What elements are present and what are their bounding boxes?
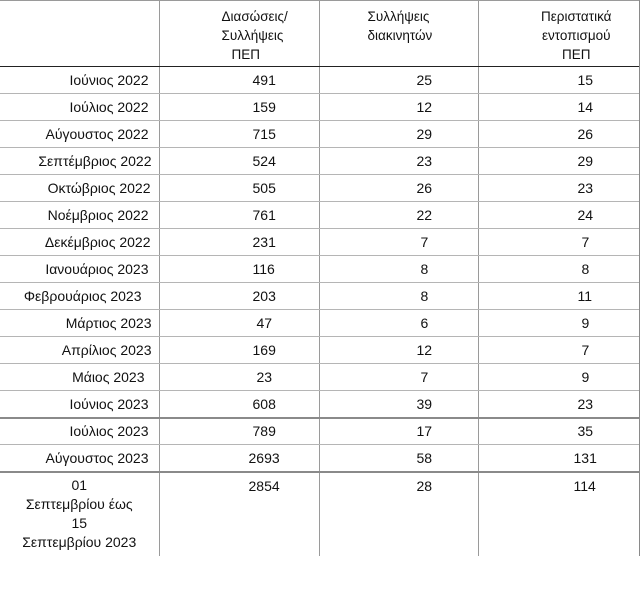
rescues-arrests-cell: 2854 xyxy=(159,472,319,556)
header-smuggler-arrests-line-1: Συλλήψεις xyxy=(367,9,430,24)
smuggler-arrests-cell: 17 xyxy=(319,418,478,445)
incidents-cell: 11 xyxy=(478,283,640,310)
smuggler-arrests-cell: 12 xyxy=(319,337,478,364)
smuggler-arrests-cell: 28 xyxy=(319,472,478,556)
table-row xyxy=(0,418,640,445)
period-cell: Σεπτέμβριος 2022 xyxy=(0,148,159,175)
table-row xyxy=(0,472,640,556)
incidents-cell: 9 xyxy=(478,310,640,337)
period-cell: Νοέμβριος 2022 xyxy=(0,202,159,229)
table-row xyxy=(0,121,640,148)
rescues-arrests-cell: 231 xyxy=(159,229,319,256)
table-row xyxy=(0,229,640,256)
smuggler-arrests-cell: 8 xyxy=(319,256,478,283)
table-row xyxy=(0,391,640,418)
rescues-arrests-cell: 715 xyxy=(159,121,319,148)
incidents-cell: 35 xyxy=(478,418,640,445)
rescues-arrests-cell: 116 xyxy=(159,256,319,283)
incidents-cell: 9 xyxy=(478,364,640,391)
period-cell: Οκτώβριος 2022 xyxy=(0,175,159,202)
incidents-cell: 15 xyxy=(478,67,640,94)
smuggler-arrests-cell: 7 xyxy=(319,229,478,256)
rescues-arrests-cell: 47 xyxy=(159,310,319,337)
header-detection-incidents-line-2: εντοπισμού xyxy=(541,28,611,43)
smuggler-arrests-cell: 8 xyxy=(319,283,478,310)
smuggler-arrests-cell: 39 xyxy=(319,391,478,418)
period-cell: Ιούλιος 2022 xyxy=(0,94,159,121)
table-row xyxy=(0,283,640,310)
rescues-arrests-cell: 761 xyxy=(159,202,319,229)
incidents-cell: 29 xyxy=(478,148,640,175)
incidents-cell: 131 xyxy=(478,445,640,472)
incidents-cell: 8 xyxy=(478,256,640,283)
period-cell: Φεβρουάριος 2023 xyxy=(0,283,159,310)
header-detection-incidents xyxy=(478,1,640,67)
smuggler-arrests-cell: 12 xyxy=(319,94,478,121)
period-cell: Ιούνιος 2022 xyxy=(0,67,159,94)
period-cell: Αύγουστος 2023 xyxy=(0,445,159,472)
period-cell: Μάιος 2023 xyxy=(0,364,159,391)
smuggler-arrests-cell: 22 xyxy=(319,202,478,229)
smuggler-arrests-cell: 7 xyxy=(319,364,478,391)
smuggler-arrests-cell: 29 xyxy=(319,121,478,148)
rescues-arrests-cell: 169 xyxy=(159,337,319,364)
period-line-1: 01 xyxy=(71,476,88,493)
period-line-3: 15 xyxy=(71,514,88,531)
incidents-cell: 23 xyxy=(478,391,640,418)
incidents-cell: 26 xyxy=(478,121,640,148)
table-row xyxy=(0,148,640,175)
header-rescues-arrests-line-1: Διασώσεις/ xyxy=(221,9,288,24)
period-cell: Ιούνιος 2023 xyxy=(0,391,159,418)
period-cell: Ιούλιος 2023 xyxy=(0,418,159,445)
header-rescues-arrests-line-3: ΠΕΠ xyxy=(231,47,261,62)
period-cell: Μάρτιος 2023 xyxy=(0,310,159,337)
period-cell: Ιανουάριος 2023 xyxy=(0,256,159,283)
period-cell xyxy=(0,472,159,556)
period-line-2: Σεπτεμβρίου έως xyxy=(25,495,133,512)
header-rescues-arrests xyxy=(159,1,319,67)
period-cell: Αύγουστος 2022 xyxy=(0,121,159,148)
table-row xyxy=(0,256,640,283)
period-cell: Απρίλιος 2023 xyxy=(0,337,159,364)
header-detection-incidents-line-1: Περιστατικά xyxy=(541,9,612,24)
period-cell: Δεκέμβριος 2022 xyxy=(0,229,159,256)
header-smuggler-arrests xyxy=(319,1,478,67)
rescues-arrests-cell: 159 xyxy=(159,94,319,121)
header-row xyxy=(0,1,640,67)
header-smuggler-arrests-line-2: διακινητών xyxy=(367,28,433,43)
table-row xyxy=(0,364,640,391)
header-rescues-arrests-line-2: Συλλήψεις xyxy=(221,28,284,43)
smuggler-arrests-cell: 26 xyxy=(319,175,478,202)
header-detection-incidents-line-3: ΠΕΠ xyxy=(561,47,591,62)
incidents-cell: 7 xyxy=(478,229,640,256)
table-row xyxy=(0,94,640,121)
incidents-cell: 23 xyxy=(478,175,640,202)
table-row xyxy=(0,202,640,229)
rescues-arrests-cell: 203 xyxy=(159,283,319,310)
table-row xyxy=(0,445,640,472)
period-line-4: Σεπτεμβρίου 2023 xyxy=(22,533,137,550)
rescues-arrests-cell: 2693 xyxy=(159,445,319,472)
rescues-arrests-cell: 491 xyxy=(159,67,319,94)
smuggler-arrests-cell: 6 xyxy=(319,310,478,337)
table-row xyxy=(0,67,640,94)
incidents-cell: 114 xyxy=(478,472,640,556)
smuggler-arrests-cell: 23 xyxy=(319,148,478,175)
smuggler-arrests-cell: 58 xyxy=(319,445,478,472)
rescues-arrests-cell: 608 xyxy=(159,391,319,418)
rescues-arrests-cell: 789 xyxy=(159,418,319,445)
incidents-cell: 7 xyxy=(478,337,640,364)
rescues-arrests-cell: 23 xyxy=(159,364,319,391)
table-row xyxy=(0,310,640,337)
table-row xyxy=(0,337,640,364)
rescues-arrests-cell: 505 xyxy=(159,175,319,202)
table-row xyxy=(0,175,640,202)
rescues-arrests-cell: 524 xyxy=(159,148,319,175)
incidents-cell: 24 xyxy=(478,202,640,229)
incidents-cell: 14 xyxy=(478,94,640,121)
smuggler-arrests-cell: 25 xyxy=(319,67,478,94)
header-period xyxy=(0,1,159,67)
